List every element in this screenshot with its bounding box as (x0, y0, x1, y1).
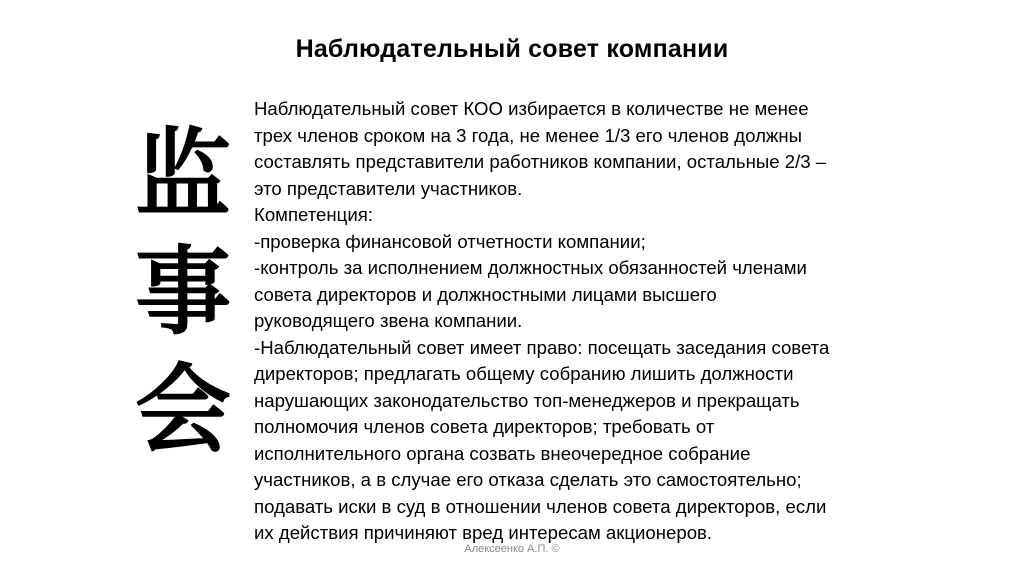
body-line: составлять представители работников компании, остальные 2/3 – (254, 151, 827, 172)
body-line: Компетенция: (254, 204, 373, 225)
body-line: руководящего звена компании. (254, 310, 523, 331)
body-line: трех членов сроком на 3 года, не менее 1/3 его членов должны (254, 124, 802, 146)
body-line: -Наблюдательный совет имеет право: посещать заседания совета (254, 336, 830, 358)
body-line: их действия причиняют вред интересам акционеров. (254, 522, 713, 543)
body-line: нарушающих законодательство топ-менеджеров и прекращать (254, 389, 800, 411)
footer-author: Алексеенко А.П. © (464, 543, 560, 555)
body-line: полномочия членов совета директоров; требовать от (254, 416, 715, 437)
kanji-char-3: 会 (135, 353, 231, 466)
body-line: Наблюдательный совет КОО избирается в количестве не менее (254, 98, 809, 119)
body-line: подавать иски в суд в отношении членов совета директоров, если (254, 495, 827, 517)
body-line: -контроль за исполнением должностных обязанностей членами (254, 257, 807, 278)
body-line: участников, а в случае его отказа сделать это самостоятельно; (254, 469, 802, 490)
kanji-column (128, 115, 238, 469)
body-line: директоров; предлагать общему собранию лишить должности (254, 363, 794, 384)
kanji-char-1: 监 (135, 117, 231, 230)
body-line: это представители участников. (254, 177, 523, 199)
body-line: -проверка финансовой отчетности компании; (254, 230, 646, 252)
body-text (254, 96, 874, 547)
slide-title: Наблюдательный совет компании (295, 35, 729, 63)
body-line: совета директоров и должностными лицами высшего (254, 283, 717, 305)
body-line: исполнительного органа созвать внеочередное собрание (254, 442, 751, 464)
kanji-char-2: 事 (135, 235, 231, 348)
